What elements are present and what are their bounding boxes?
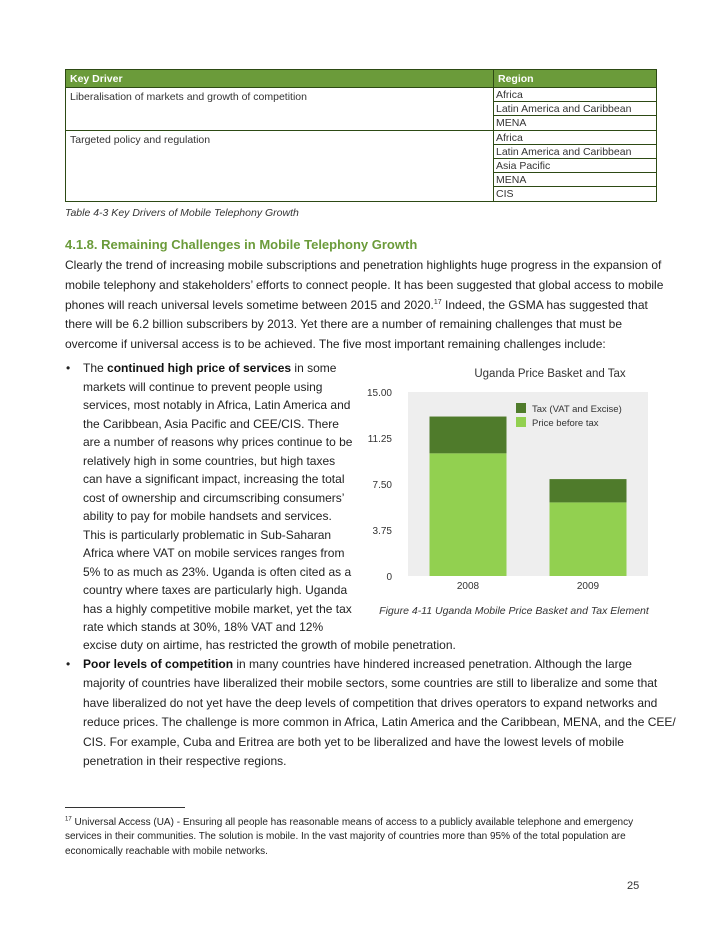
region-item: Asia Pacific bbox=[494, 159, 656, 173]
bar-segment bbox=[430, 453, 507, 576]
bar-segment bbox=[550, 479, 627, 502]
page-number: 25 bbox=[627, 880, 640, 892]
bullet-line: Africa where VAT on mobile services ranges from bbox=[83, 546, 345, 560]
region-cell bbox=[494, 88, 657, 131]
footnote-divider bbox=[65, 807, 185, 808]
intro-text-2: Indeed, the GSMA has suggested that there will be 6.2 billion subscribers by 2013. Yet there are a number of remaining challenges that must be overcome if universal access is to be achieved. The five most important remaining challenges include: bbox=[65, 297, 648, 352]
y-tick-label: 0 bbox=[386, 572, 392, 583]
region-item: CIS bbox=[496, 188, 514, 200]
bullet-line: have liberalized do not yet have the deep levels of competition that drives operators to expand networks and bbox=[83, 696, 658, 710]
y-tick-label: 15.00 bbox=[366, 388, 392, 399]
footnote-ref[interactable]: 17 bbox=[433, 298, 442, 306]
driver-cell: Targeted policy and regulation bbox=[66, 131, 494, 202]
x-tick-label: 2009 bbox=[576, 581, 600, 592]
legend-label: Price before tax bbox=[532, 418, 599, 429]
legend-label: Tax (VAT and Excise) bbox=[532, 404, 622, 415]
chart-svg bbox=[360, 362, 660, 622]
legend-swatch bbox=[516, 417, 526, 427]
bold-phrase: Poor levels of competition bbox=[83, 657, 234, 671]
intro-paragraph bbox=[65, 256, 665, 355]
region-item: Latin America and Caribbean bbox=[494, 145, 656, 159]
bullet-line: reduce prices. The challenge is more common in Africa, Latin America and the Caribbean, MENA, and the CEE/ bbox=[83, 715, 676, 729]
bullet-line: relatively high in some countries, but high taxes bbox=[83, 454, 336, 468]
bold-phrase: continued high price of services bbox=[107, 361, 292, 375]
bullet-line: cost of ownership and circumscribing consumers’ bbox=[83, 491, 345, 505]
y-tick-label: 7.50 bbox=[372, 480, 392, 491]
bullet-line: ability to pay for mobile handsets and services. bbox=[83, 509, 332, 523]
region-cell bbox=[494, 131, 657, 202]
y-tick-label: 3.75 bbox=[372, 526, 392, 537]
region-item: MENA bbox=[494, 173, 656, 187]
bullet-line: CIS. For example, Cuba and Eritrea are both yet to be liberalized and have the lowest levels of mobile bbox=[83, 735, 624, 749]
footnote-text: Universal Access (UA) - Ensuring all people has reasonable means of access to a publicly available telephone and emergency services in their communities. The solution is mobile. In the vast majority of countries more than 95% of the total population are economically reachable with mobile networks. bbox=[65, 817, 634, 857]
x-tick-label: 2008 bbox=[456, 581, 480, 592]
bullet-marker: • bbox=[66, 361, 71, 375]
driver-cell: Liberalisation of markets and growth of competition bbox=[66, 88, 494, 131]
region-item: Africa bbox=[494, 131, 656, 145]
bullet-line: penetration in their respective regions. bbox=[83, 754, 287, 768]
bullet-line: has a highly competitive mobile market, yet the tax bbox=[83, 602, 352, 616]
table-row bbox=[66, 88, 657, 131]
footnote bbox=[65, 816, 665, 859]
bullet-line: The continued high price of services in some bbox=[83, 361, 337, 375]
table-header-row bbox=[66, 70, 657, 88]
bullet-marker: • bbox=[66, 657, 71, 671]
chart-caption: Figure 4-11 Uganda Mobile Price Basket and Tax Element bbox=[379, 605, 649, 617]
uganda-price-chart bbox=[360, 362, 660, 622]
bullet-line: This is particularly problematic in Sub-Saharan bbox=[83, 528, 332, 542]
bullet-line: 5% to as much as 23%. Uganda is often cited as a bbox=[83, 565, 352, 579]
bar-segment bbox=[550, 502, 627, 576]
bar-segment bbox=[430, 417, 507, 454]
bullet-line: the Caribbean, Asia Pacific and CEE/CIS. There bbox=[83, 417, 339, 431]
table-row bbox=[66, 131, 657, 202]
bullet-line: services, most notably in Africa, Latin America and bbox=[83, 398, 351, 412]
bullet-line: Poor levels of competition in many countries have hindered increased penetration. Although the large bbox=[83, 657, 632, 671]
region-item: MENA bbox=[496, 117, 527, 129]
bullet-line: can have a significant impact, increasing the total bbox=[83, 472, 345, 486]
bullet-line: are a number of reasons why prices continue to be bbox=[83, 435, 353, 449]
bullet-line: rate which stands at 30%, 18% VAT and 12% bbox=[83, 620, 324, 634]
footnote-number: 17 bbox=[65, 816, 72, 823]
key-drivers-table bbox=[65, 69, 657, 202]
bullet-line: country where taxes are particularly high. Uganda bbox=[83, 583, 348, 597]
header-key-driver: Key Driver bbox=[66, 70, 494, 88]
bullet-line: excise duty on airtime, has restricted the growth of mobile penetration. bbox=[83, 638, 456, 652]
region-item: Latin America and Caribbean bbox=[494, 102, 656, 116]
legend-swatch bbox=[516, 403, 526, 413]
table-caption: Table 4-3 Key Drivers of Mobile Telephony Growth bbox=[65, 207, 299, 219]
bullet-line: markets will continue to prevent people using bbox=[83, 380, 323, 394]
header-region: Region bbox=[494, 70, 657, 88]
section-heading: 4.1.8. Remaining Challenges in Mobile Telephony Growth bbox=[65, 237, 418, 252]
y-tick-label: 11.25 bbox=[367, 434, 392, 445]
chart-title: Uganda Price Basket and Tax bbox=[474, 368, 626, 380]
bullet-line: majority of countries have liberalized their mobile sectors, some countries are still to liberalize and some that bbox=[83, 676, 658, 690]
intro-text-1: Clearly the trend of increasing mobile subscriptions and penetration highlights huge progress in the expansion of mobile telephony and stakeholders’ efforts to connect people. It has been suggested that global access to mobile phones will reach universal levels sometime between 2015 and 2020. bbox=[65, 258, 664, 312]
region-item: Africa bbox=[494, 88, 656, 102]
